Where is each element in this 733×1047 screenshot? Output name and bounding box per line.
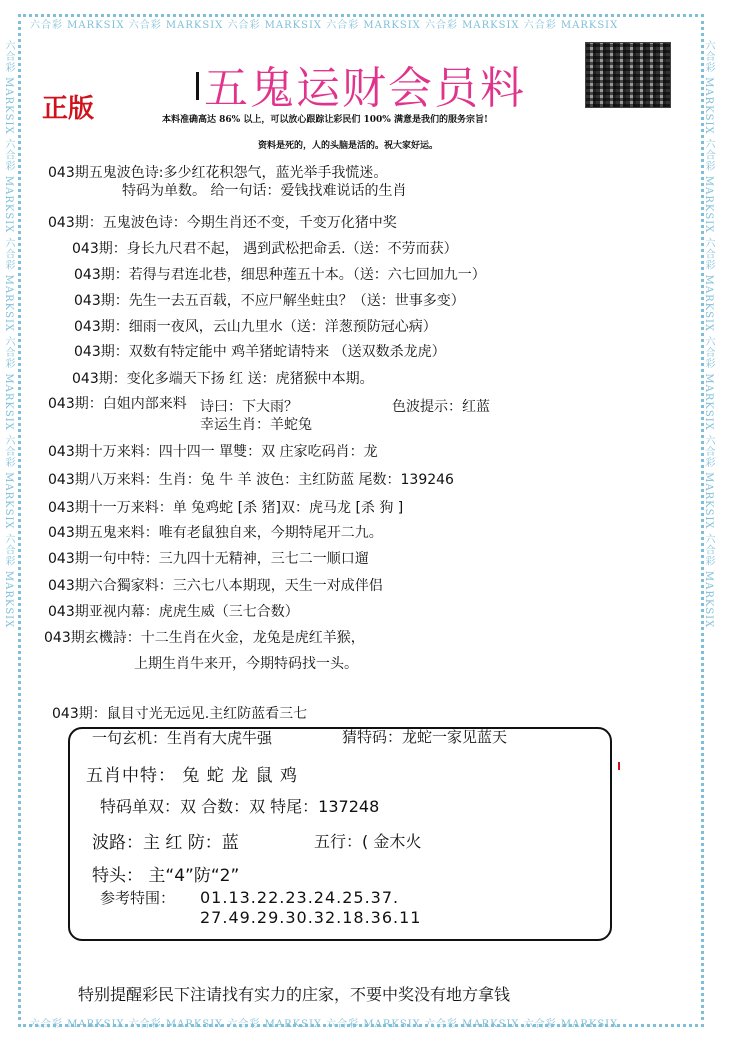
line-16: 043期六合獨家料：三六七八本期现，天生一对成伴侣: [48, 578, 383, 594]
title-bar: [196, 72, 199, 100]
watermark-top: 六合彩 MARKSIX 六合彩 MARKSIX 六合彩 MARKSIX 六合彩 MARKSIX 六合彩 MARKSIX 六合彩 MARKSIX: [30, 20, 619, 31]
watermark-bottom: 六合彩 MARKSIX 六合彩 MARKSIX 六合彩 MARKSIX 六合彩 MARKSIX 六合彩 MARKSIX 六合彩 MARKSIX: [30, 1019, 619, 1030]
box-element: 五行：( 金木火: [314, 832, 422, 851]
line-11: 043期十万来料：四十四一 單雙：双 庄家吃码肖：龙: [48, 444, 378, 460]
line-18: 043期玄機詩：十二生肖在火金，龙兔是虎红羊猴，: [44, 630, 365, 646]
line-15: 043期一句中特：三九四十无精神，三七二一顺口遛: [48, 551, 369, 567]
line-6: 043期：先生一去五百载，不应尸解坐蛀虫？（送：世事多变）: [74, 293, 465, 309]
line-19: 上期生肖牛来开，今期特码找一头。: [134, 656, 358, 672]
box-five-zodiac: 五肖中特： 兔 蛇 龙 鼠 鸡: [86, 766, 299, 786]
box-ref-line-2: 27.49.29.30.32.18.36.11: [200, 908, 422, 927]
box-ref-line-1: 01.13.22.23.24.25.37.: [200, 888, 400, 907]
watermark-left: 六合彩 MARKSIX 六合彩 MARKSIX 六合彩 MARKSIX 六合彩 MARKSIX 六合彩 MARKSIX 六合彩 MARKSIX: [3, 40, 14, 629]
line-12: 043期八万来料：生肖：兔 牛 羊 波色：主红防蓝 尾数：139246: [48, 472, 454, 488]
line-color-hint: 色波提示：红蓝: [392, 399, 490, 415]
box-odd-even: 特码单双：双 合数：双 特尾：137248: [100, 797, 380, 816]
box-head: 特头： 主“4”防“2”: [92, 866, 240, 886]
line-8: 043期：双数有特定能中 鸡羊猪蛇请特来 （送双数杀龙虎）: [74, 344, 446, 360]
line-7: 043期：细雨一夜风，云山九里水（送：洋葱预防冠心病）: [74, 319, 437, 335]
line-lucky: 幸运生肖：羊蛇兔: [200, 417, 312, 433]
line-1: 043期五鬼波色诗:多少红花积怨气，蓝光举手我慌迷。: [48, 165, 388, 181]
line-poem: 诗曰：下大雨？: [200, 399, 298, 415]
line-20: 043期：鼠目寸光无远见.主红防蓝看三七: [52, 706, 308, 722]
subtitle-motto: 资料是死的，人的头脑是活的。祝大家好运。: [258, 141, 439, 151]
line-14: 043期五鬼来料：唯有老鼠独自来，今期特尾开二九。: [48, 525, 383, 541]
line-2: 特码为单数。 给一句话：爱钱找难说话的生肖: [122, 183, 407, 199]
line-13: 043期十一万来料：单 兔鸡蛇 [杀 猪]双：虎马龙 [杀 狗 ]: [48, 500, 404, 516]
line-3: 043期：五鬼波色诗：今期生肖还不变，千变万化猪中奖: [48, 215, 397, 231]
footer-notice: 特别提醒彩民下注请找有实力的庄家，不要中奖没有地方拿钱: [78, 985, 511, 1004]
watermark-right: 六合彩 MARKSIX 六合彩 MARKSIX 六合彩 MARKSIX 六合彩 MARKSIX 六合彩 MARKSIX 六合彩 MARKSIX: [703, 40, 714, 629]
line-5: 043期：若得与君连北巷，细思种莲五十本。（送：六七回加九一）: [74, 267, 486, 283]
box-wave: 波路：主 红 防：蓝: [92, 833, 239, 853]
qr-code: [585, 42, 671, 108]
box-ref-label: 参考特围：: [100, 889, 176, 907]
line-4: 043期：身长九尺君不起， 遇到武松把命丢.（送：不劳而获）: [72, 241, 458, 257]
box-riddle: 一句玄机：生肖有大虎牛强: [92, 729, 273, 747]
line-17: 043期亚视内幕：虎虎生威（三七合数）: [48, 604, 299, 620]
page-title: 五鬼运财会员料: [204, 63, 526, 114]
box-guess: 猜特码：龙蛇一家见蓝天: [342, 728, 508, 746]
genuine-badge: 正版: [42, 94, 95, 124]
line-10: 043期：白姐内部来料: [48, 396, 187, 412]
red-mark: [618, 762, 620, 770]
line-9: 043期：变化多端天下扬 红 送：虎猪猴中本期。: [72, 371, 374, 387]
subtitle-accuracy: 本料准确高达 86% 以上，可以放心跟踪让彩民们 100% 满意是我们的服务宗旨!: [162, 115, 488, 125]
